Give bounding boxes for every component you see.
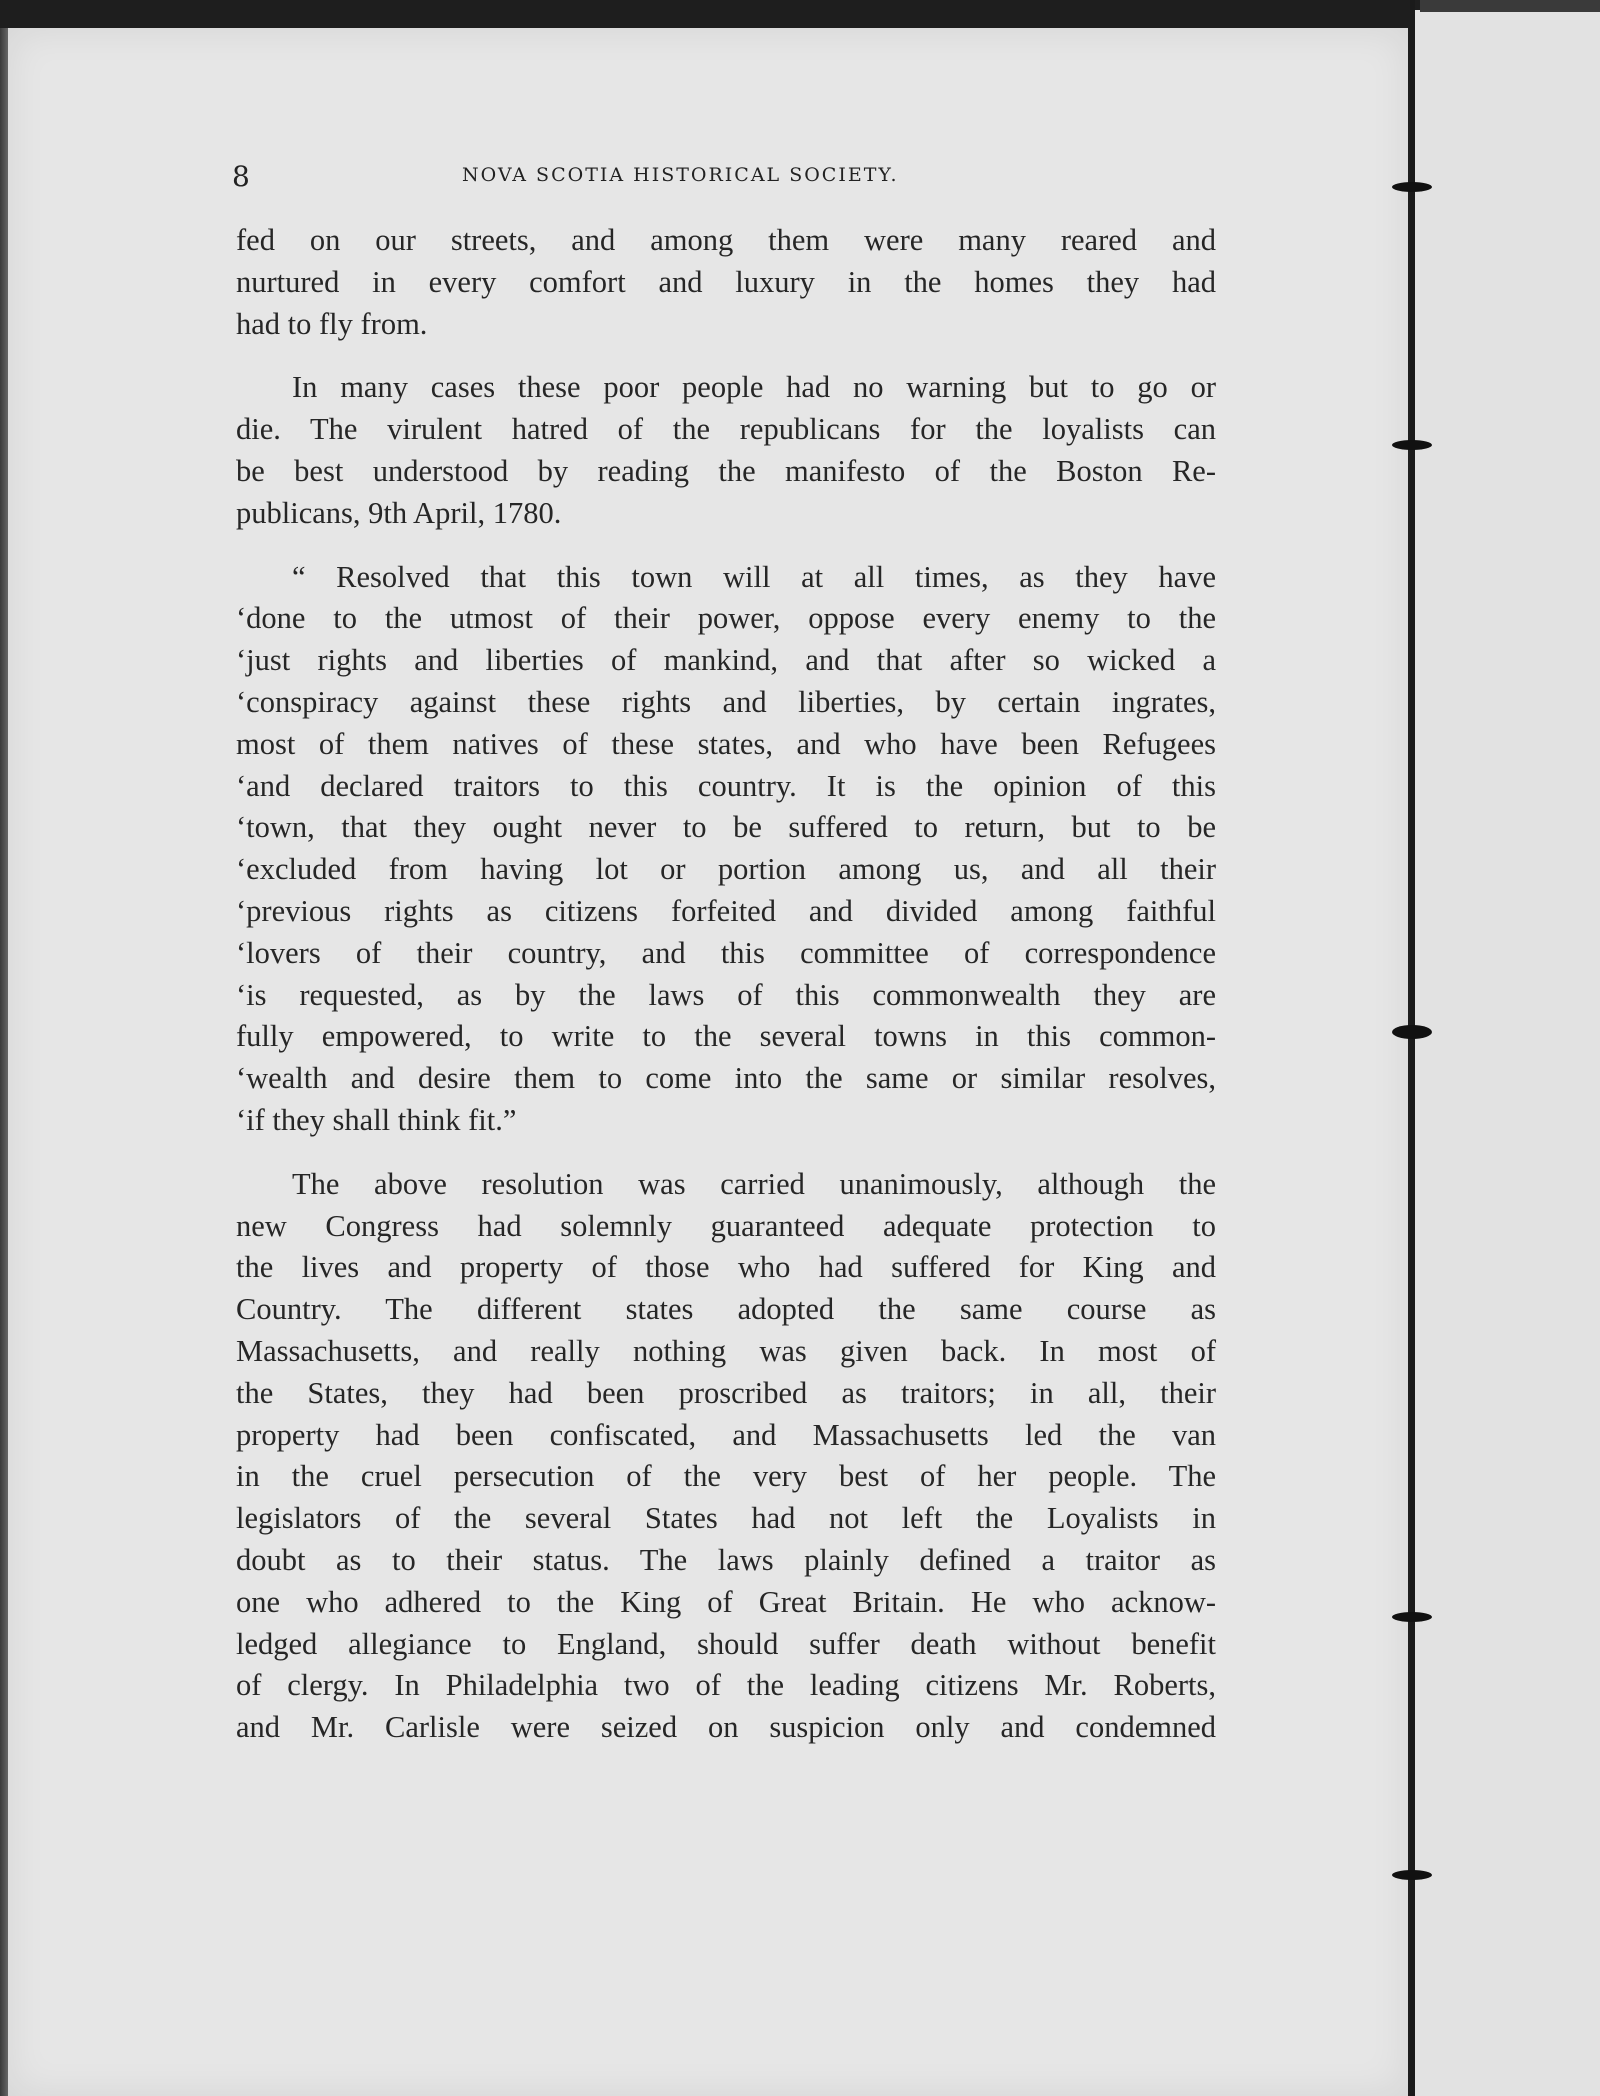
page-header [232,160,972,200]
paragraph-4 [236,1164,1216,1749]
body-text [236,220,1216,1771]
facing-page-edge [1410,10,1600,2096]
text-line: and Mr. Carlisle were seized on suspicion only and condemned [236,1710,1216,1745]
text-line: ‘and declared traitors to this country. It is the opinion of this [236,768,1216,803]
text-line: ‘done to the utmost of their power, oppose every enemy to the [236,601,1216,636]
binding-stitch [1392,1612,1432,1622]
binding-stitch [1392,440,1432,450]
text-line: new Congress had solemnly guaranteed adequate protection to [236,1208,1216,1243]
text-line: Massachusetts, and really nothing was given back. In most of [236,1333,1216,1368]
text-line: the States, they had been proscribed as traitors; in all, their [236,1375,1216,1410]
text-line: the lives and property of those who had suffered for King and [236,1250,1216,1285]
text-line: doubt as to their status. The laws plainly defined a traitor as [236,1542,1216,1577]
quoted-resolution [236,557,1216,1142]
text-line: had to fly from. [236,306,428,341]
scan-border-top [1420,0,1600,12]
text-line: fully empowered, to write to the several towns in this common- [236,1019,1216,1054]
text-line: ‘town, that they ought never to be suffered to return, but to be [236,810,1216,845]
text-line: ‘excluded from having lot or portion among us, and all their [236,852,1216,887]
text-line: The above resolution was carried unanimously, although the [292,1166,1216,1201]
text-line: ledged allegiance to England, should suffer death without benefit [236,1626,1216,1661]
text-line: most of them natives of these states, and who have been Refugees [236,726,1216,761]
text-line: publicans, 9th April, 1780. [236,495,562,530]
binding-stitch [1392,1870,1432,1880]
text-line: In many cases these poor people had no warning but to go or [292,370,1216,405]
text-line: in the cruel persecution of the very best of her people. The [236,1459,1216,1494]
text-line: Country. The different states adopted the same course as [236,1292,1216,1327]
text-line: nurtured in every comfort and luxury in the homes they had [236,264,1216,299]
text-line: ‘lovers of their country, and this committee of correspondence [236,935,1216,970]
text-line: “ Resolved that this town will at all times, as they have [292,559,1216,594]
text-line: ‘is requested, as by the laws of this commonwealth they are [236,977,1216,1012]
page-number: 8 [232,160,250,193]
text-line: ‘if they shall think fit.” [236,1102,517,1137]
text-line: one who adhered to the King of Great Britain. He who acknow- [236,1584,1216,1619]
text-line: ‘wealth and desire them to come into the same or similar resolves, [236,1061,1216,1096]
paragraph-1 [236,220,1216,345]
paragraph-2 [236,367,1216,534]
text-line: fed on our streets, and among them were many reared and [236,223,1216,257]
text-line: of clergy. In Philadelphia two of the leading citizens Mr. Roberts, [236,1668,1216,1703]
text-line: be best understood by reading the manifesto of the Boston Re- [236,453,1216,488]
page-fold-line [1410,0,1415,2096]
running-head: NOVA SCOTIA HISTORICAL SOCIETY. [462,164,899,186]
text-line: ‘conspiracy against these rights and liberties, by certain ingrates, [236,684,1216,719]
text-line: ‘previous rights as citizens forfeited and divided among faithful [236,893,1216,928]
text-line: legislators of the several States had not left the Loyalists in [236,1501,1216,1536]
text-line: ‘just rights and liberties of mankind, and that after so wicked a [236,643,1216,678]
text-line: die. The virulent hatred of the republicans for the loyalists can [236,412,1216,447]
text-line: property had been confiscated, and Massachusetts led the van [236,1417,1216,1452]
binding-stitch [1392,182,1432,192]
binding-stitch [1392,1025,1432,1039]
